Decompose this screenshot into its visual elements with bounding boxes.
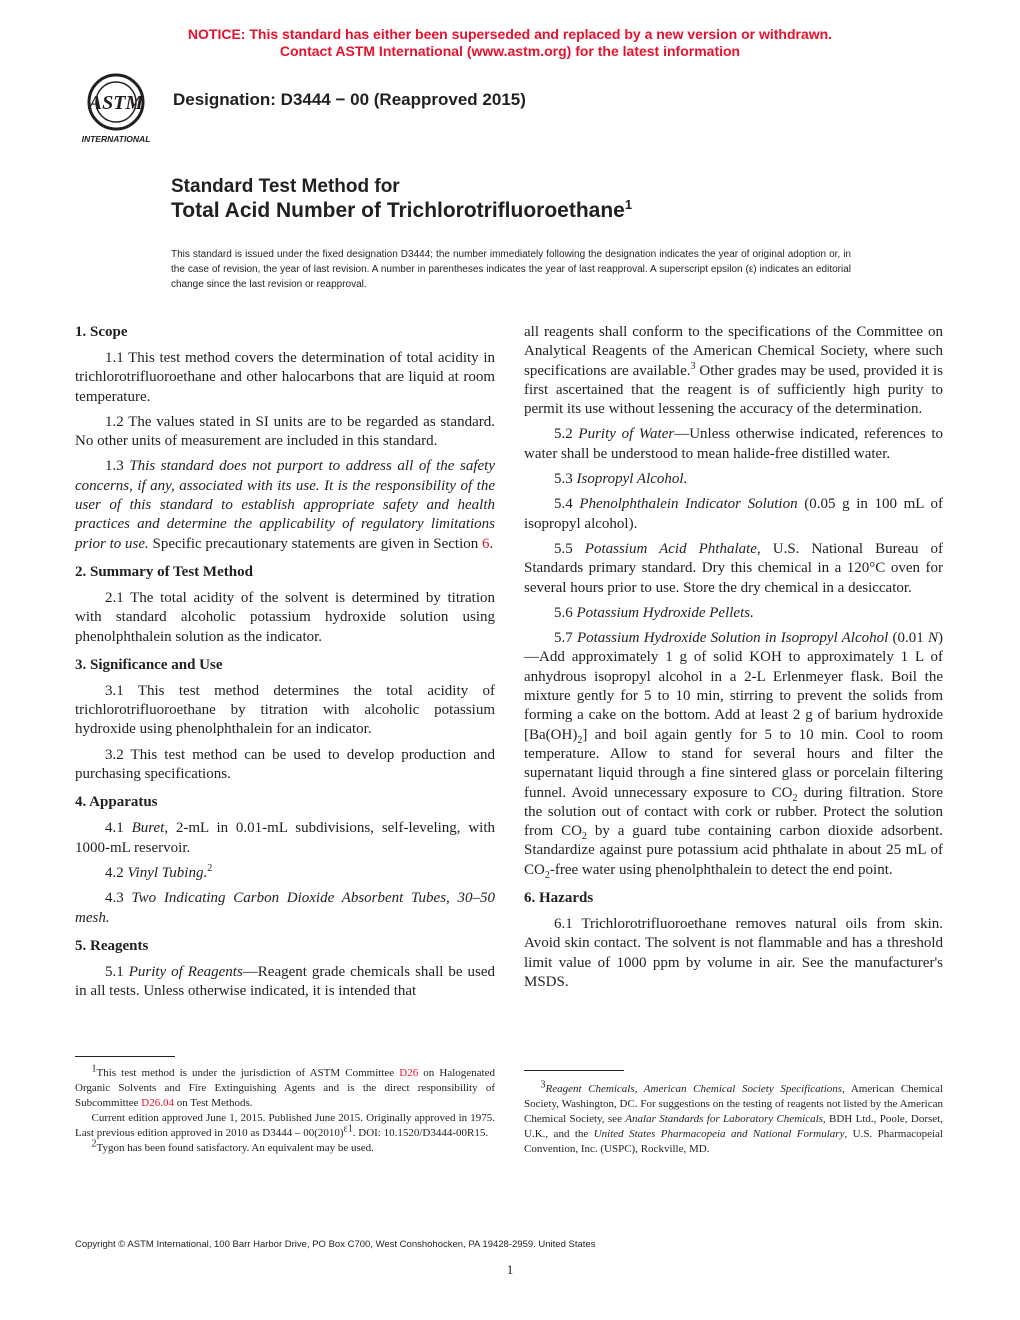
section-4-heading: 4. Apparatus [75,794,158,811]
footnotes-right [524,1079,943,1157]
copyright-line: Copyright © ASTM International, 100 Barr Harbor Drive, PO Box C700, West Conshohocken, PA 19428-2959. United States [75,1239,596,1250]
title-main: Total Acid Number of Trichlorotrifluoroethane [171,199,625,222]
section-3-heading: 3. Significance and Use [75,656,223,673]
item-title: Isopropyl Alcohol. [576,471,688,488]
subscript: 2 [544,869,550,881]
para-text: 2-mL in 0.01-mL subdivisions, self-leveling, with 1000-mL reservoir. [75,820,496,856]
notice-line-1: NOTICE: This standard has either been superseded and replaced by a new version or withdrawn. [187,26,833,42]
para-5-4 [524,495,943,534]
citation-title: United States Pharmacopeia and National Formulary [593,1128,845,1140]
title-line-2 [171,199,632,223]
footnote-text: , U.S. Pharmacopeial Convention, Inc. (USPC), Rockville, MD. [524,1128,943,1155]
para-text: (0.01 [888,630,928,647]
para-num: 1.3 [105,458,130,475]
para-text: . [489,535,494,552]
subscript: 2 [792,792,798,804]
footnote-2 [75,1138,495,1156]
para-text: by a guard tube containing carbon dioxide adsorbent. Standardize against pure potassium acid phthalate in about 25 mL of CO [524,823,943,878]
item-title: Buret, [131,820,169,837]
committee-link[interactable]: D26 [399,1067,419,1079]
section-1-heading: 1. Scope [75,324,128,340]
title-footnote-mark[interactable]: 1 [624,197,633,212]
para-num: 5.7 [554,630,577,647]
para-1-1: 1.1 This test method covers the determination of total acidity in trichlorotrifluoroethane and other halocarbons that are liquid at room temperature. [75,350,495,405]
footnote-ref-3[interactable]: 3 [690,360,696,372]
citation-title: Analar Standards for Laboratory Chemicals [625,1113,823,1125]
notice-line-2: Contact ASTM International (www.astm.org) for the latest information [279,43,741,59]
footnote-text: This test method is under the jurisdiction of ASTM Committee [96,1067,400,1079]
para-num: 5.4 [554,496,580,513]
para-num: 4.1 [105,820,132,837]
epsilon-mark: ε1 [343,1123,353,1135]
para-5-1-cont [524,323,943,419]
para-5-6 [524,604,943,623]
para-text: U.S. National Bureau of Standards primary standard. Dry this chemical in a 120°C oven for several hours prior to use. Store the dry chemical in a desiccator. [524,540,944,596]
item-title: Purity of Water [578,426,675,443]
para-1-2: 1.2 The values stated in SI units are to be regarded as standard. No other units of measurement are included in this standard. [75,413,495,450]
para-text: all reagents shall conform to the specifications of the Committee on Analytical Reagents of the American Chemical Society, where such specifications are available. [524,324,943,379]
para-5-7 [524,629,943,880]
footnote-3 [524,1079,943,1157]
para-text: —Unless otherwise indicated, references to water shall be understood to mean halide-free distilled water. [524,426,944,462]
item-title: Two Indicating Carbon Dioxide Absorbent Tubes, 30–50 mesh. [75,890,495,926]
normality-symbol: N [927,630,938,647]
footnote-text: . DOI: 10.1520/D3444-00R15. [352,1127,489,1139]
page-number: 1 [506,1262,514,1277]
supersede-notice [0,26,1020,60]
section-6-link[interactable]: 6 [481,535,490,552]
para-num: 5.5 [554,540,585,557]
section-2-heading: 2. Summary of Test Method [75,563,253,580]
astm-logo [72,72,164,144]
para-text: -free water using phenolphthalein to detect the end point. [549,861,893,878]
footnote-mark: 1 [91,1063,97,1075]
para-text: (0.05 g in 100 mL of isopropyl alcohol). [524,496,943,532]
footnote-mark: 3 [540,1079,546,1091]
item-title: Phenolphthalein Indicator Solution [579,496,798,513]
para-text: during filtration. Store the solution out of contact with cork or rubber. Protect the solution from CO [524,784,944,840]
para-4-2 [75,864,495,883]
astm-logo-icon [72,72,164,144]
footnote-mark: 2 [91,1138,97,1150]
footnote-text: , American Chemical Society, Washington, DC. For suggestions on the testing of reagents not listed by the American Chemical Society, see [524,1083,943,1125]
footnote-1-edition [75,1111,495,1141]
para-4-1 [75,819,495,858]
citation-title: Reagent Chemicals, American Chemical Society Specifications [545,1083,843,1095]
subscript: 2 [577,734,583,746]
para-text: )—Add approximately 1 g of solid KOH to approximately 1 L of anhydrous isopropyl alcohol in a 2-L Erlenmeyer flask. Boil the mixture gently for 5 to 10 min, stirring to prevent the solids from forming a cake on the bottom. Add at least 2 g of barium hydroxide [Ba(OH) [524,630,943,743]
para-num: 5.1 [105,963,129,980]
title-line-1: Standard Test Method for [171,176,400,197]
para-5-5 [524,540,943,598]
para-num: 5.3 [554,471,577,488]
item-title: Vinyl Tubing. [127,864,208,881]
para-text: ] and boil again gently for 5 to 10 min. Cool to room temperature. Allow to stand for several hours and filter the supernatant liquid through a fine sintered glass or porcelain filtering funnel. Avoid unnecessary exposure to CO [524,726,943,801]
para-text: Specific precautionary statements are given in Section [148,535,482,552]
footnote-rule-left [75,1056,175,1057]
para-6-1: 6.1 Trichlorotrifluoroethane removes natural oils from skin. Avoid skin contact. The solvent is not flammable and has a threshold limit value of 1000 ppm by volume in air. See the manufacturer's MSDS. [524,916,943,990]
para-1-3 [75,457,495,553]
para-3-1: 3.1 This test method determines the total acidity of trichlorotrifluoroethane by titration with alcoholic potassium hydroxide using phenolphthalein for an indicator. [75,682,495,738]
logo-text-bottom: INTERNATIONAL [81,134,151,144]
section-6-heading: 6. Hazards [524,890,594,907]
para-num: 4.3 [105,890,132,907]
subscript: 2 [581,831,587,843]
footnotes-left [75,1063,495,1156]
caution-text: This standard does not purport to address all of the safety concerns, if any, associated with its use. It is the responsibility of the user of this standard to establish appropriate safety and health practices and determine the applicability of regulatory limitations prior to use. [75,458,496,552]
designation: Designation: D3444 − 00 (Reapproved 2015) [173,90,526,109]
para-num: 5.6 [554,604,577,621]
item-title: Purity of Reagents [128,963,243,980]
footnote-text: , BDH Ltd., Poole, Dorset, U.K., and the [524,1113,943,1140]
footnote-text: Current edition approved June 1, 2015. Published June 2015. Originally approved in 1975. Last previous edition approved in 2010 as D3444 – 00(2010) [75,1112,495,1139]
para-3-2: 3.2 This test method can be used to develop production and purchasing specifications. [75,746,495,783]
subcommittee-link[interactable]: D26.04 [141,1097,174,1109]
item-title: Potassium Acid Phthalate, [584,540,761,557]
para-num: 4.2 [105,864,128,881]
para-5-1 [75,963,495,1002]
footnote-1 [75,1063,495,1111]
footnote-ref-2[interactable]: 2 [207,862,213,874]
left-column [75,323,495,1007]
footnote-rule-right [524,1070,624,1071]
para-2-1: 2.1 The total acidity of the solvent is determined by titration with standard alcoholic potassium hydroxide solution using phenolphthalein solution as the indicator. [75,589,495,645]
footnote-text: on Test Methods. [174,1097,253,1109]
para-num: 5.2 [554,426,579,443]
item-title: Potassium Hydroxide Pellets. [576,604,754,621]
para-4-3 [75,889,495,928]
logo-text-top: ASTM [88,92,144,114]
footnote-text: on Halogenated Organic Solvents and Fire Extinguishing Agents and is the direct responsibility of Subcommittee [75,1067,495,1109]
para-5-3 [524,470,943,489]
right-column [524,323,943,998]
para-text: Other grades may be used, provided it is first ascertained that the reagent is of sufficiently high purity to permit its use without lessening the accuracy of the determination. [524,362,943,418]
footnote-text: Tygon has been found satisfactory. An equivalent may be used. [96,1142,374,1154]
section-5-heading: 5. Reagents [75,937,149,954]
para-text: —Reagent grade chemicals shall be used in all tests. Unless otherwise indicated, it is intended that [75,963,495,1000]
para-5-2 [524,425,943,464]
issued-note: This standard is issued under the fixed designation D3444; the number immediately following the designation indicates the year of original adoption or, in the case of revision, the year of last revision. A number in parentheses indicates the year of last reapproval. A superscript epsilon (ε) indicates an editorial change since the last revision or reapproval. [171,249,851,290]
item-title: Potassium Hydroxide Solution in Isopropyl Alcohol [576,630,889,647]
